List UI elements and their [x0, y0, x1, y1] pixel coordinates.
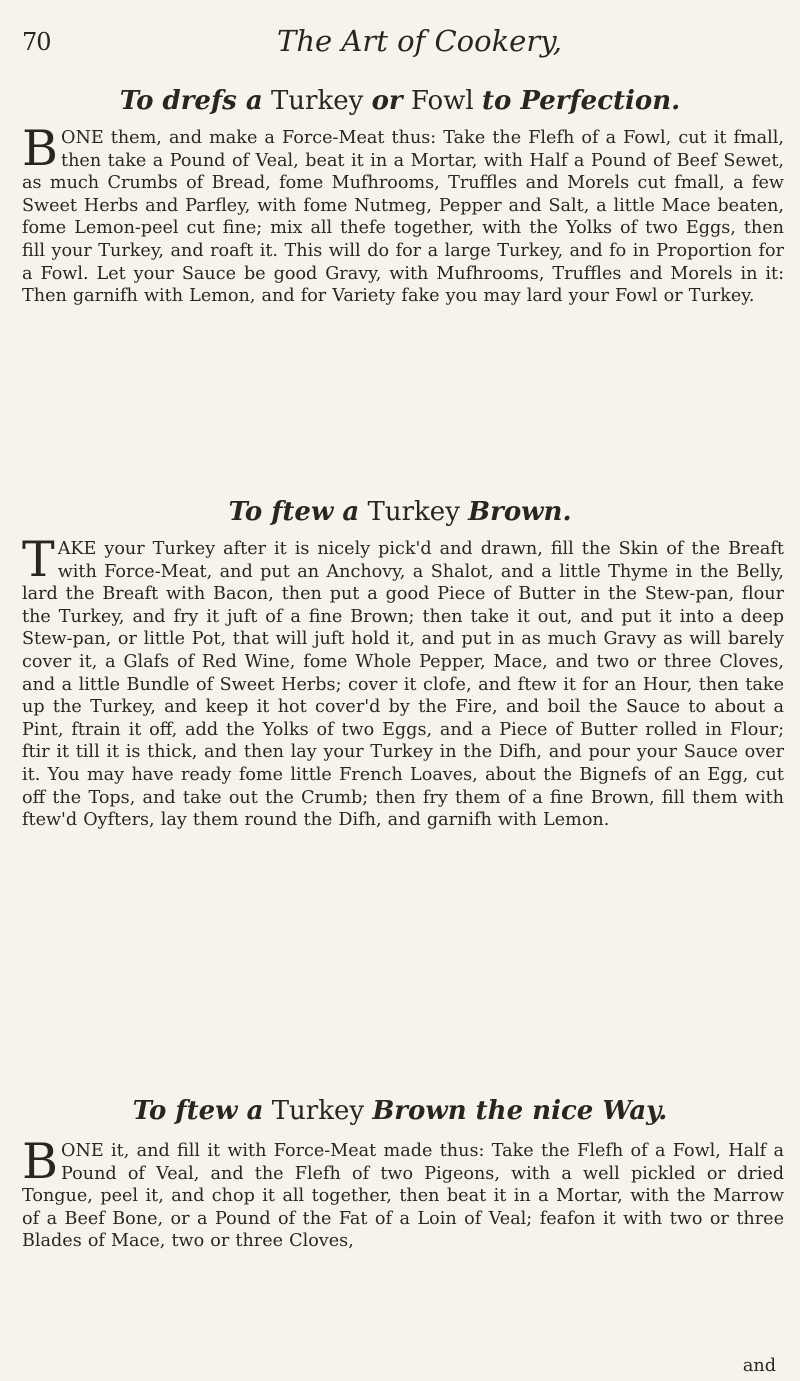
- recipe-body-2: TAKE your Turkey after it is nicely pick'd and drawn, fill the Skin of the Breaft with Force-Meat, and put an Anchovy, a Shalot, and a little Thyme in the Belly, lard the Breaft with Bacon, then put a good Piece of Butter in the Stew-pan, flour the Turkey, and fry it juft of a fine Brown; then take it out, and put it into a deep Stew-pan, or little Pot, that will juft hold it, and put in as much Gravy as will barely cover it, a Glafs of Red Wine, fome Whole Pepper, Mace, and two or three Cloves, and a little Bundle of Sweet Herbs; cover it clofe, and ftew it for an Hour, then take up the Turkey, and keep it hot cover'd by the Fire, and boil the Sauce to about a Pint, ftrain it off, add the Yolks of two Eggs, and a Piece of Butter rolled in Flour; ftir it till it is thick, and then lay your Turkey in the Difh, and pour your Sauce over it. You may have ready fome little French Loaves, about the Bignefs of an Egg, cut off the Tops, and take out the Crumb; then fry them of a fine Brown, fill them with ftew'd Oyfters, lay them round the Difh, and garnifh with Lemon.: [22, 531, 784, 831]
- drop-cap: B: [22, 1133, 59, 1190]
- recipe-title-1: To drefs a Turkey or Fowl to Perfection.: [119, 86, 681, 116]
- recipe-title-2: To ftew a Turkey Brown.: [228, 497, 572, 527]
- drop-cap: T: [22, 531, 55, 588]
- drop-cap: B: [22, 120, 59, 177]
- page-number: 70: [22, 28, 51, 56]
- running-head: [22, 24, 778, 64]
- recipe-title-3: To ftew a Turkey Brown the nice Way.: [132, 1096, 668, 1126]
- recipe-body-1: BONE them, and make a Force-Meat thus: Take the Flefh of a Fowl, cut it fmall, then take a Pound of Veal, beat it in a Mortar, with Half a Pound of Beef Sewet, as much Crumbs of Bread, fome Mufhrooms, Truffles and Morels cut fmall, a few Sweet Herbs and Parfley, with fome Nutmeg, Pepper and Salt, a little Mace beaten, fome Lemon-peel cut fine; mix all thefe together, with the Yolks of two Eggs, then fill your Turkey, and roaft it. This will do for a large Turkey, and fo in Proportion for a Fowl. Let your Sauce be good Gravy, with Mufhrooms, Truffles and Morels in it: Then garnifh with Lemon, and for Variety fake you may lard your Fowl or Turkey.: [22, 120, 784, 307]
- catchword: and: [742, 1356, 776, 1376]
- running-title: The Art of Cookery,: [277, 24, 562, 58]
- recipe-body-3: BONE it, and fill it with Force-Meat made thus: Take the Flefh of a Fowl, Half a Pound of Veal, and the Flefh of two Pigeons, with a well pickled or dried Tongue, peel it, and chop it all together, then beat it in a Mortar, with the Marrow of a Beef Bone, or a Pound of the Fat of a Loin of Veal; feafon it with two or three Blades of Mace, two or three Cloves,: [22, 1133, 784, 1252]
